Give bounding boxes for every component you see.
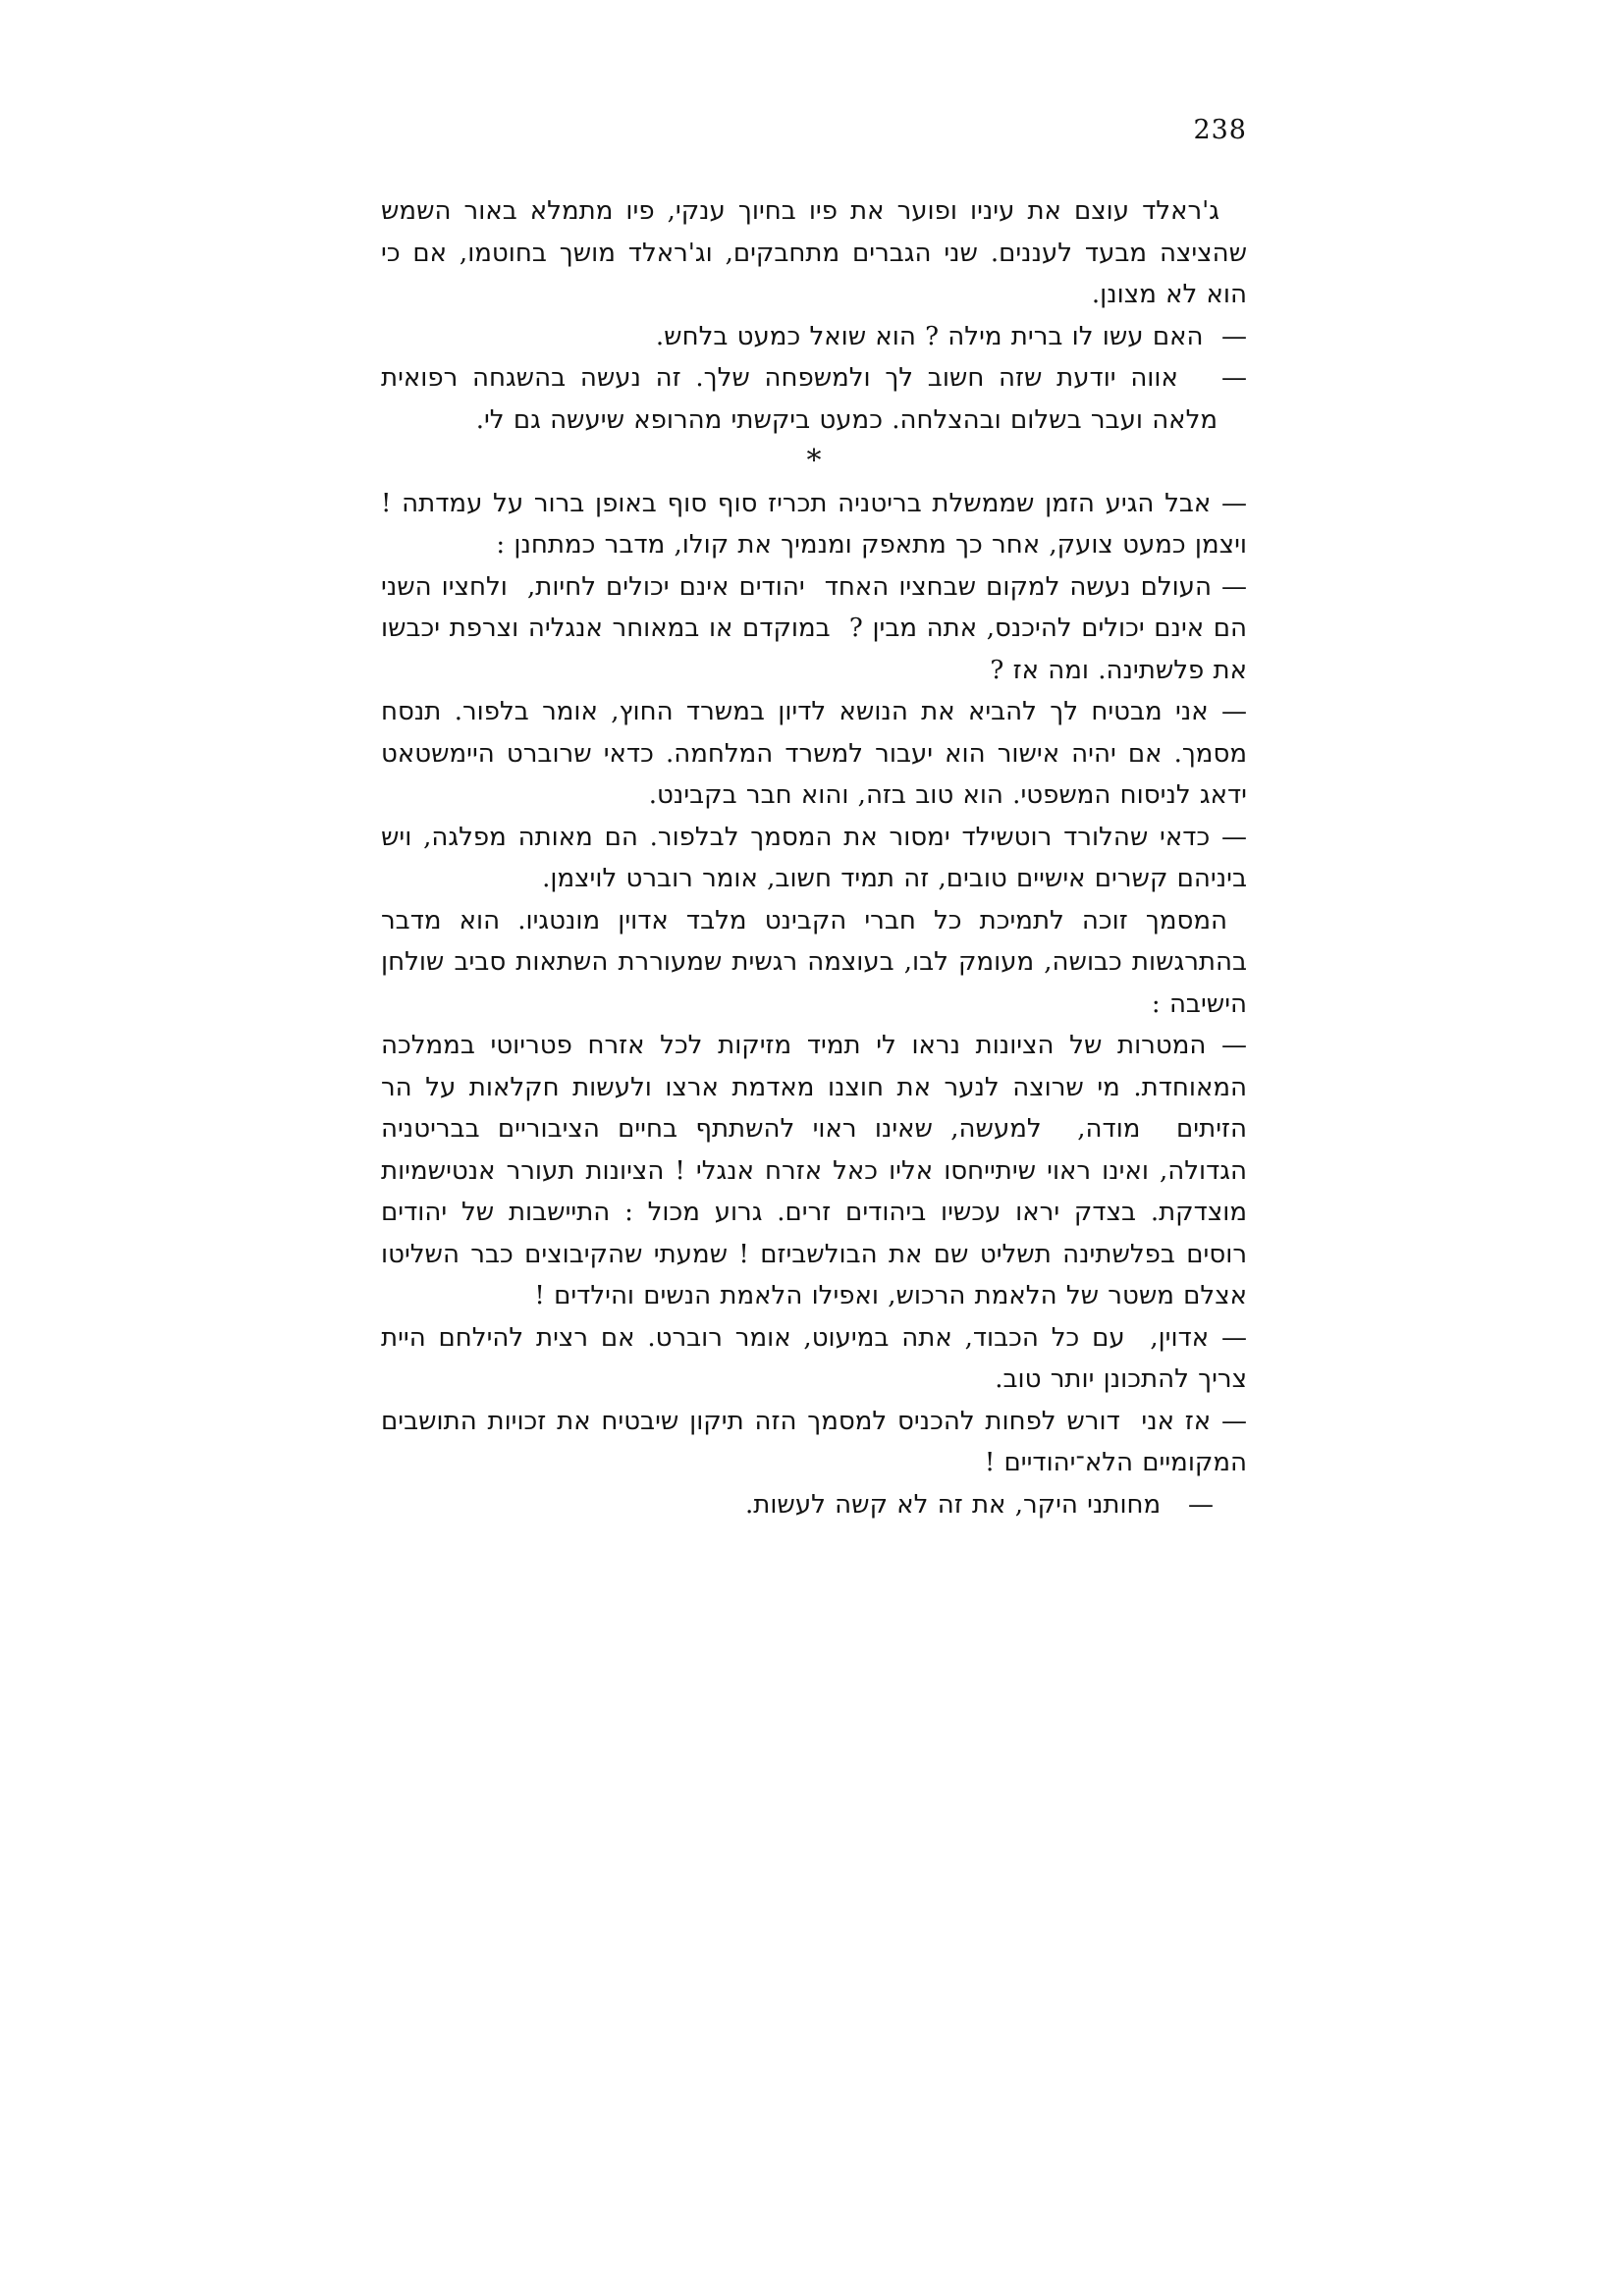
paragraph-narrative: ג'ראלד עוצם את עיניו ופוער את פיו בחיוך ענקי, פיו מתמלא באור השמש שהציצה מבעד לעננים. שני הגברים מתחבקים, וג'ראלד מושך בחוטמו, אם כי הוא לא מצונן.: [371, 196, 1247, 309]
text-block: [371, 190, 1247, 1525]
paragraph-narrative: המסמך זוכה לתמיכת כל חברי הקבינט מלבד אדוין מונטגיו. הוא מדבר בהתרגשות כבושה, מעומק לבו, בעוצמה רגשית שמעוררת השתאות סביב שולחן הישיבה :: [371, 905, 1247, 1019]
dialogue-line: — המטרות של הציונות נראו לי תמיד מזיקות לכל אזרח פטריוטי בממלכה המאוחדת. מי שרוצה לנער את חוצנו מאדמת ארצו ולעשות חקלאות על הר הזיתים מודה, למעשה, שאינו ראוי להשתתף בחיים הציבוריים בבריטניה הגדולה, ואינו ראוי שיתייחסו אליו כאל אזרח אנגלי ! הציונות תעורר אנטישמיות מוצדקת. בצדק יראו עכשיו ביהודים זרים. גרוע מכול : התיישבות של יהודים רוסים בפלשתינה תשליט שם את הבולשביזם ! שמעתי שהקיבוצים כבר השליטו אצלם משטר של הלאמת הרכוש, ואפילו הלאמת הנשים והילדים !: [371, 1031, 1247, 1310]
dialogue-line: — האם עשו לו ברית מילה ? הוא שואל כמעט בלחש.: [655, 321, 1247, 351]
dialogue-line: — אני מבטיח לך להביא את הנושא לדיון במשרד החוץ, אומר בלפור. תנסח מסמך. אם יהיה אישור הוא יעבור למשרד המלחמה. כדאי שרוברט היימשטאט ידאג לניסוח המשפטי. הוא טוב בזה, והוא חבר בקבינט.: [371, 697, 1247, 810]
dialogue-line: — אז אני דורש לפחות להכניס למסמך הזה תיקון שיבטיח את זכויות התושבים המקומיים הלא־יהודיים !: [371, 1406, 1247, 1477]
dialogue-line: — מחותני היקר, את זה לא קשה לעשות.: [745, 1489, 1214, 1520]
page-number: 238: [1193, 115, 1247, 145]
dialogue-line: — כדאי שהלורד רוטשילד ימסור את המסמך לבלפור. הם מאותה מפלגה, ויש ביניהם קשרים אישיים טובים, זה תמיד חשוב, אומר רוברט לויצמן.: [371, 822, 1247, 893]
dialogue-line: — אווה יודעת שזה חשוב לך ולמשפחה שלך. זה נעשה בהשגחה רפואית מלאה ועבר בשלום ובהצלחה. כמעט ביקשתי מהרופא שיעשה גם לי.: [371, 363, 1247, 435]
dialogue-line: — אבל הגיע הזמן שממשלת בריטניה תכריז סוף סוף באופן ברור על עמדתה ! ויצמן כמעט צועק, אחר כך מתאפק ומנמיך את קולו, מדבר כמתחנן :: [371, 488, 1247, 560]
section-break-asterisk: *: [806, 444, 822, 478]
dialogue-line: — אדוין, עם כל הכבוד, אתה במיעוט, אומר רוברט. אם רצית להילחם היית צריך להתכונן יותר טוב.: [371, 1322, 1247, 1394]
dialogue-line: — העולם נעשה למקום שבחציו האחד יהודים אינם יכולים לחיות, ולחציו השני הם אינם יכולים להיכנס, אתה מבין ? במוקדם או במאוחר אנגליה וצרפת יכבשו את פלשתינה. ומה אז ?: [371, 571, 1247, 685]
content-column: [371, 115, 1247, 1525]
